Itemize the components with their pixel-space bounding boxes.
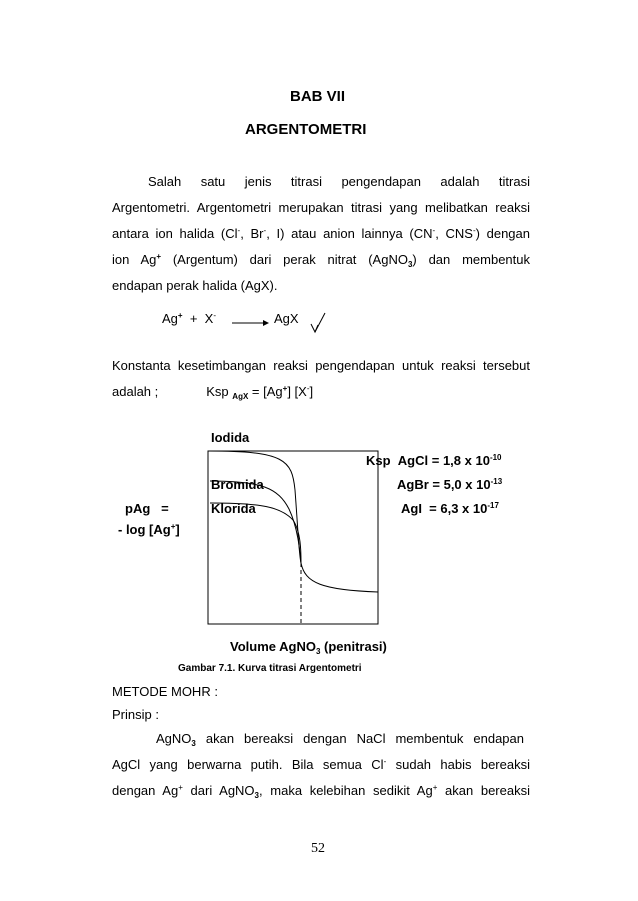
intro-line-3: antara ion halida (Cl-, Br-, I) atau anion lainnya (CN-, CNS-) dengan bbox=[112, 226, 530, 241]
intro-line-1: Salah satu jenis titrasi pengendapan adalah titrasi bbox=[148, 174, 530, 189]
ksp-line-1: Konstanta kesetimbangan reaksi pengendapan untuk reaksi tersebut bbox=[112, 358, 530, 373]
chapter-number: BAB VII bbox=[290, 88, 346, 105]
page-number: 52 bbox=[311, 841, 325, 856]
common-descending-curve bbox=[301, 563, 378, 592]
precipitate-arrow-icon bbox=[306, 311, 328, 335]
intro-paragraph bbox=[112, 169, 530, 299]
label-bromida: Bromida bbox=[211, 477, 264, 492]
intro-line-5: endapan perak halida (AgX). bbox=[112, 278, 278, 293]
mohr-line-2: AgCl yang berwarna putih. Bila semua Cl- sudah habis bereaksi bbox=[112, 757, 530, 772]
label-iodida: Iodida bbox=[211, 430, 250, 445]
reaction-arrow bbox=[230, 318, 270, 328]
x-axis-label: Volume AgNO$_3$ (penitrasi) bbox=[230, 639, 387, 656]
mohr-heading: METODE MOHR : bbox=[112, 684, 218, 699]
reaction-reactants: Ag+ + X- bbox=[162, 311, 216, 326]
intro-line-2: Argentometri. Argentometri merupakan titrasi yang melibatkan reaksi bbox=[112, 200, 530, 215]
ksp-paragraph bbox=[112, 353, 530, 405]
ksp-line-2: adalah ; Ksp $_{AgX}$ = [Ag+] [X-] bbox=[112, 384, 314, 401]
bromida-curve bbox=[210, 481, 301, 563]
y-axis-label-line-2: - log [Ag+] bbox=[118, 522, 180, 537]
intro-line-4: ion Ag+ (Argentum) dari perak nitrat (AgNO$_3$) dan membentuk bbox=[112, 252, 530, 269]
mohr-paragraph bbox=[112, 726, 530, 804]
ksp-agi: AgI = 6,3 x $10^{-17}$ bbox=[401, 501, 499, 516]
label-klorida: Klorida bbox=[211, 501, 256, 516]
titration-chart bbox=[0, 420, 638, 630]
reaction-product: AgX bbox=[274, 311, 299, 326]
ksp-agbr: AgBr = 5,0 x $10^{-13}$ bbox=[397, 477, 503, 492]
ksp-agcl: Ksp AgCl = 1,8 x $10^{-10}$ bbox=[366, 453, 502, 468]
mohr-line-3: dengan Ag+ dari AgNO$_3$, maka kelebihan sedikit Ag+ akan bereaksi bbox=[112, 783, 530, 800]
figure-caption: Gambar 7.1. Kurva titrasi Argentometri bbox=[178, 663, 362, 674]
y-axis-label-line-1: pAg = bbox=[125, 501, 169, 516]
chapter-title: ARGENTOMETRI bbox=[245, 121, 367, 138]
mohr-line-1: AgNO$_3$ akan bereaksi dengan NaCl membentuk endapan bbox=[156, 731, 524, 748]
prinsip-label: Prinsip : bbox=[112, 707, 159, 722]
